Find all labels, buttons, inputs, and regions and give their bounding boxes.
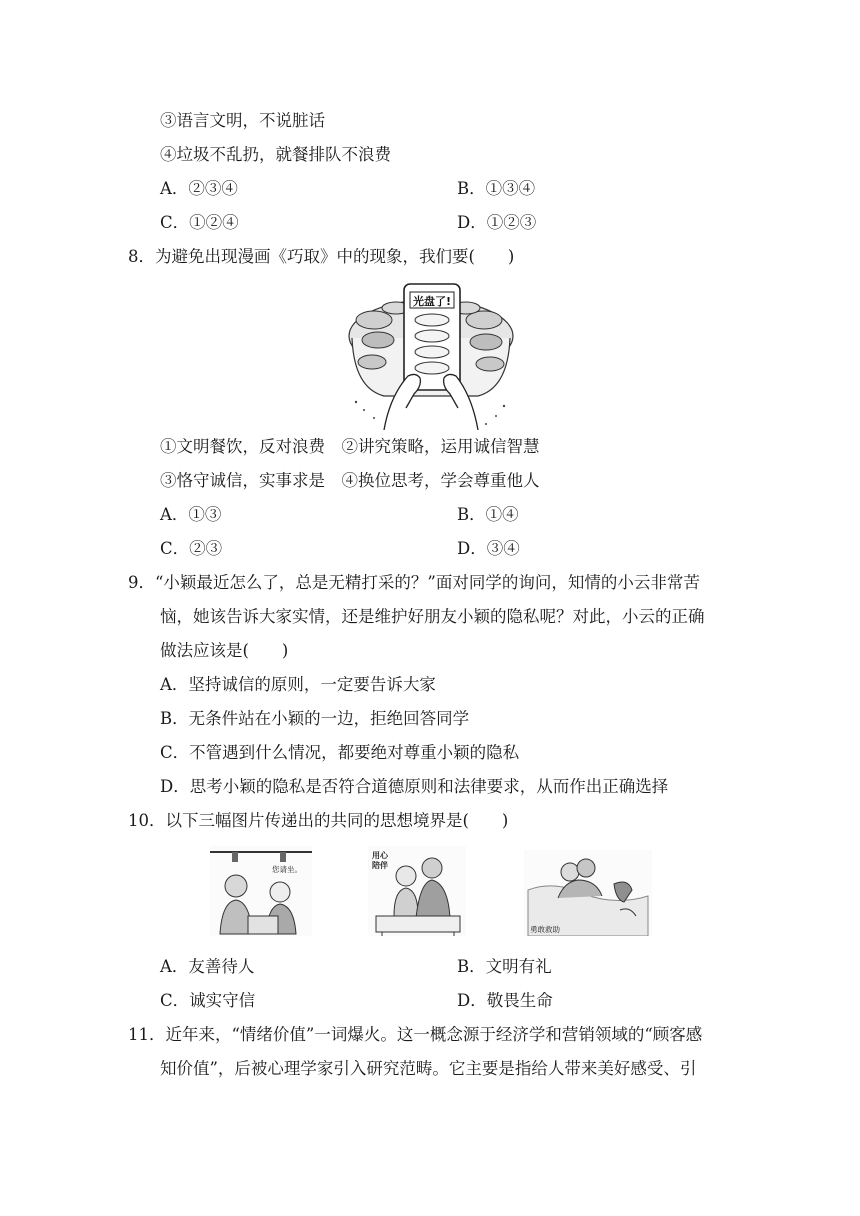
q10-image-rescue-caption: 勇敢救助 — [530, 925, 560, 934]
q9-option-a[interactable]: A．坚持诚信的原则，一定要告诉大家 — [160, 675, 436, 694]
q10-image-company — [368, 846, 466, 936]
q9-option-b[interactable]: B．无条件站在小颖的一边，拒绝回答同学 — [160, 709, 470, 728]
q7-statement-3: ③语言文明，不说脏话 — [160, 111, 325, 130]
q10-option-d[interactable]: D．敬畏生命 — [457, 991, 553, 1010]
q7-option-a[interactable]: A．②③④ — [160, 179, 238, 198]
q10-option-b[interactable]: B．文明有礼 — [457, 957, 552, 976]
q10-image-company-caption-1: 用心 — [372, 851, 388, 860]
q9-option-d[interactable]: D．思考小颖的隐私是否符合道德原则和法律要求，从而作出正确选择 — [160, 777, 669, 796]
q8-comic-image — [344, 278, 518, 430]
q8-stem: 8．为避免出现漫画《巧取》中的现象，我们要( ) — [128, 247, 515, 266]
q11-stem-line2: 知价值”，后被心理学家引入研究范畴。它主要是指给人带来美好感受、引 — [160, 1059, 697, 1078]
q8-option-c[interactable]: C．②③ — [160, 539, 223, 558]
q7-option-b[interactable]: B．①③④ — [457, 179, 536, 198]
q10-stem: 10．以下三幅图片传递出的共同的思想境界是( ) — [128, 811, 509, 830]
q8-option-a[interactable]: A．①③ — [160, 505, 222, 524]
q8-statements-line1: ①文明餐饮，反对浪费 ②讲究策略，运用诚信智慧 — [160, 437, 540, 456]
q8-option-b[interactable]: B．①④ — [457, 505, 519, 524]
q10-image-seat-caption: 您请坐。 — [272, 865, 302, 874]
q10-image-seat — [210, 846, 312, 936]
q10-image-rescue — [524, 850, 652, 936]
q9-stem-line3: 做法应该是( ) — [160, 641, 289, 660]
q8-option-d[interactable]: D．③④ — [457, 539, 520, 558]
q9-stem-line2: 恼，她该告诉大家实情，还是维护好朋友小颖的隐私呢？对此，小云的正确 — [160, 607, 705, 626]
q7-option-d[interactable]: D．①②③ — [457, 213, 537, 232]
q8-comic-caption: 光盘了! — [412, 295, 452, 308]
q10-option-a[interactable]: A．友善待人 — [160, 957, 255, 976]
q11-stem-line1: 11．近年来，“情绪价值”一词爆火。这一概念源于经济学和营销领域的“顾客感 — [128, 1025, 703, 1044]
q10-option-c[interactable]: C．诚实守信 — [160, 991, 256, 1010]
q7-option-c[interactable]: C．①②④ — [160, 213, 239, 232]
q9-stem-line1: 9．“小颖最近怎么了，总是无精打采的？”面对同学的询问，知情的小云非常苦 — [128, 573, 700, 592]
q7-statement-4: ④垃圾不乱扔，就餐排队不浪费 — [160, 145, 391, 164]
q10-image-company-caption-2: 陪伴 — [372, 861, 388, 870]
q8-statements-line2: ③恪守诚信，实事求是 ④换位思考，学会尊重他人 — [160, 471, 540, 490]
q9-option-c[interactable]: C．不管遇到什么情况，都要绝对尊重小颖的隐私 — [160, 743, 520, 762]
